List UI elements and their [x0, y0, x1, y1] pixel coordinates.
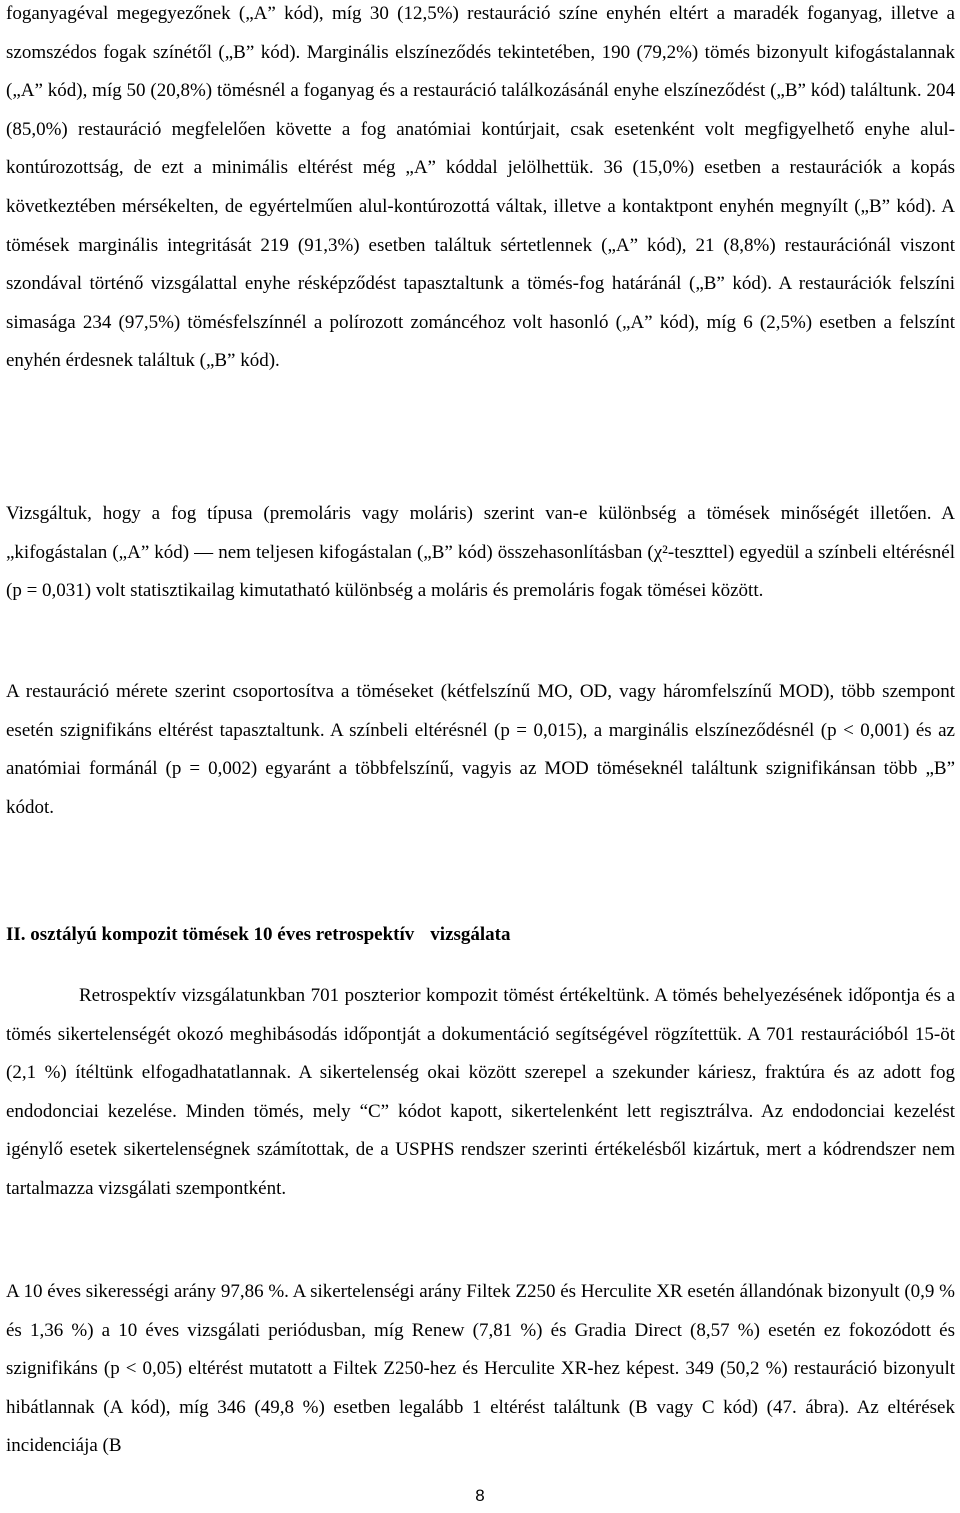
paragraph-retrospective-study: Retrospektív vizsgálatunkban 701 poszterior kompozit tömést értékeltünk. A tömés behelyezésének időpontja és a tömés sikertelenségét okozó meghibásodás időpontját a dokumentáció segítségével rögzítettük. A 701 restaurációból 15-öt (2,1 %) ítéltünk elfogadhatatlannak. A sikertelenség okai között szerepel a szekunder káriesz, fraktúra és az adott fog endodonciai kezelése. Minden tömés, mely “C” kódot kapott, sikertelenként lett regisztrálva. Az endodonciai kezelést igénylő esetek sikertelenségnek számítottak, de a USPHS rendszer szerinti értékelésből kizártuk, mert a kódrendszer nem tartalmazza vizsgálati szempontként. [6, 985, 955, 1199]
page-number: 8 [475, 1486, 485, 1505]
section-heading-part1: II. osztályú kompozit tömések 10 éves retrospektív [6, 924, 415, 945]
section-heading-part2: vizsgálata [430, 924, 511, 945]
paragraph-restoration-size: A restauráció mérete szerint csoportosítva a töméseket (kétfelszínű MO, OD, vagy háromfelszínű MOD), több szempont esetén szignifikáns eltérést tapasztaltunk. A színbeli eltérésnél (p = 0,015), a marginális elszíneződésnél (p < 0,001) és az anatómiai formánál (p = 0,002) egyaránt a többfelszínű, vagyis az MOD töméseknél találtunk szignifikánsan több „B” kódot. [6, 681, 955, 818]
paragraph-success-rate: A 10 éves sikerességi arány 97,86 %. A sikertelenségi arány Filtek Z250 és Herculite XR esetén állandónak bizonyult (0,9 % és 1,36 %) a 10 éves vizsgálati periódusban, míg Renew (7,81 %) és Gradia Direct (8,57 %) esetén ez fokozódott és szignifikáns (p < 0,05) eltérést mutatott a Filtek Z250-hez és Herculite XR-hez képest. 349 (50,2 %) restauráció bizonyult hibátlannak (A kód), míg 346 (49,8 %) esetben legalább 1 eltérést találtunk (B vagy C kód) (47. ábra). Az eltérések incidenciája (B [6, 1281, 955, 1457]
paragraph-restoration-evaluation: foganyagéval megegyezőnek („A” kód), míg 30 (12,5%) restauráció színe enyhén eltért a maradék foganyag, illetve a szomszédos fogak színétől („B” kód). Marginális elszíneződés tekintetében, 190 (79,2%) tömés bizonyult kifogástalannak („A” kód), míg 50 (20,8%) tömésnél a foganyag és a restauráció találkozásánál enyhe elszíneződést („B” kód) találtunk. 204 (85,0%) restauráció megfelelően követte a fog anatómiai kontúrjait, csak esetenként volt megfigyelhető enyhe alul-kontúrozottság, de ezt a minimális eltérést még „A” kóddal jelölhettük. 36 (15,0%) esetben a restaurációk a kopás következtében mérsékelten, de egyértelműen alul-kontúrozottá váltak, illetve a kontaktpont enyhén megnyílt („B” kód). A tömések marginális integritását 219 (91,3%) esetben találtuk sértetlennek („A” kód), 21 (8,8%) restaurációnál viszont szondával történő vizsgálattal enyhe résképződést tapasztaltunk a tömés-fog határánál („B” kód). A restaurációk felszíni simasága 234 (97,5%) tömésfelszínnél a polírozott zománcéhoz volt hasonló („A” kód), míg 6 (2,5%) esetben a felszínt enyhén érdesnek találtuk („B” kód). [6, 3, 955, 372]
section-heading [6, 916, 955, 955]
paragraph-tooth-type-comparison: Vizsgáltuk, hogy a fog típusa (premoláris vagy moláris) szerint van-e különbség a tömések minőségét illetően. A „kifogástalan („A” kód) ― nem teljesen kifogástalan („B” kód) összehasonlításban (χ²-teszttel) egyedül a színbeli eltérésnél (p = 0,031) volt statisztikailag kimutatható különbség a moláris és premoláris fogak tömései között. [6, 503, 955, 602]
